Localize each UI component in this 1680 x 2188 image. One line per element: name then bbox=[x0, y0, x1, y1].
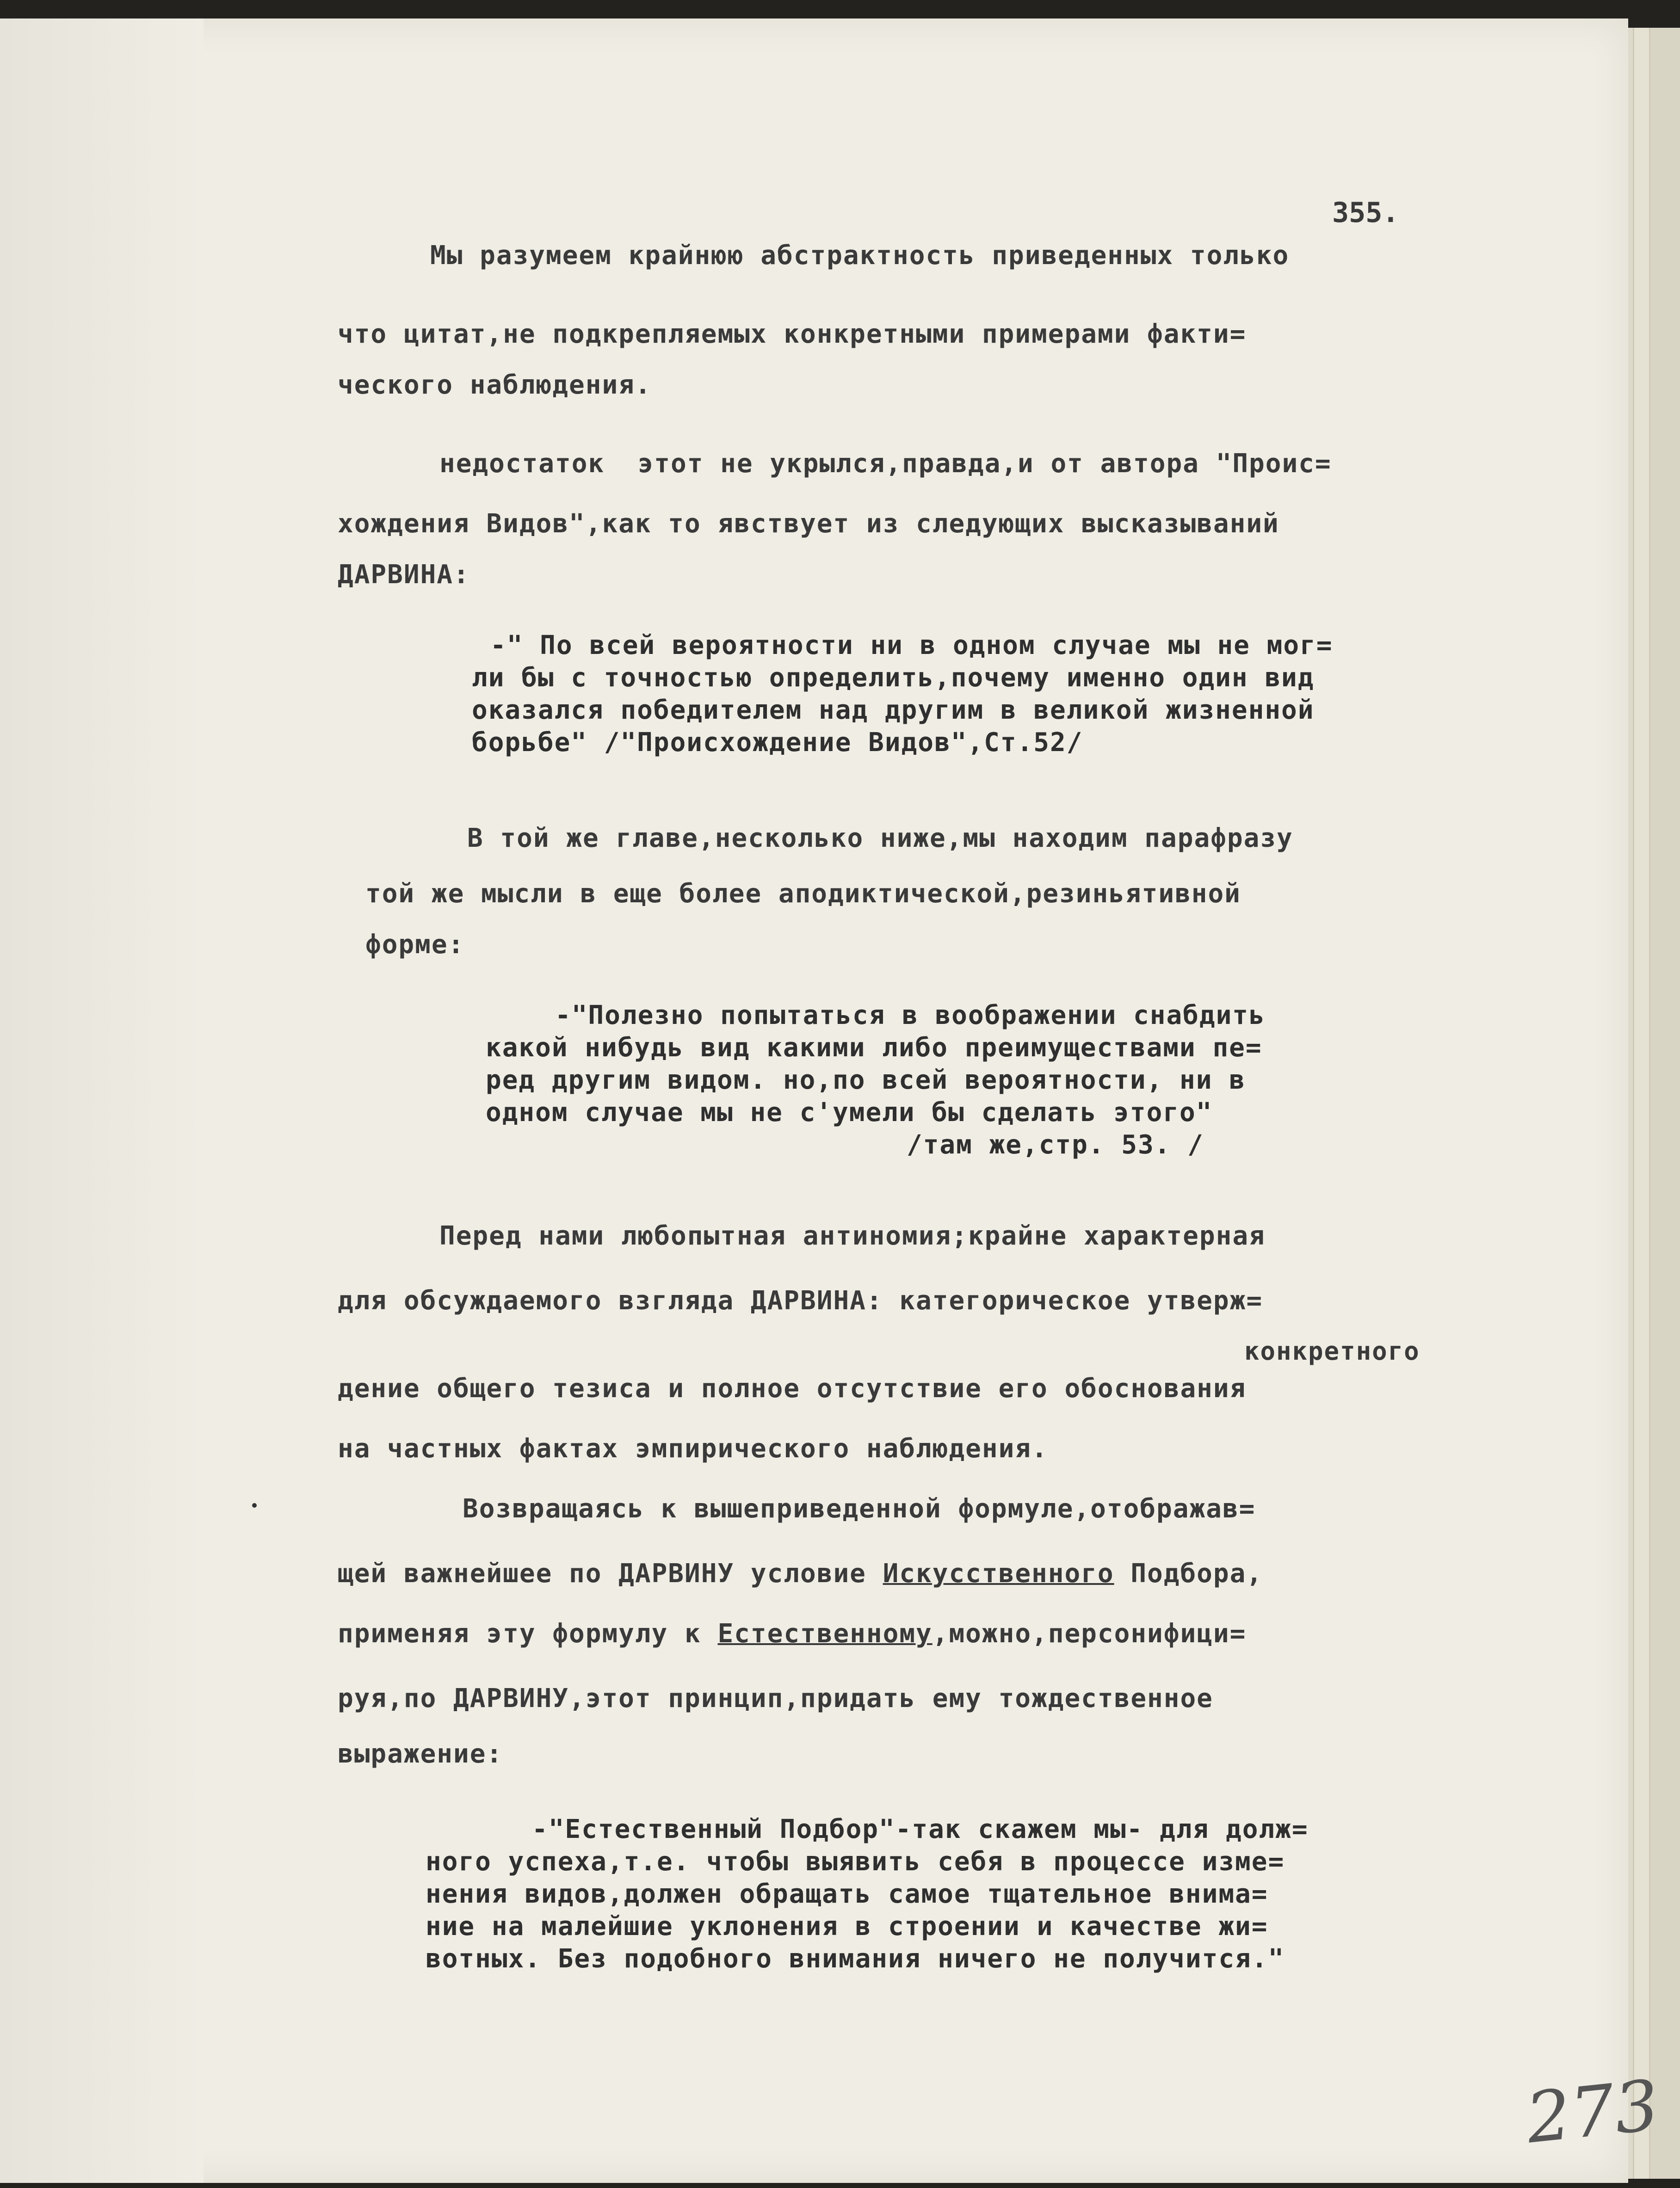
paragraph-2-line-2: хождения Видов",как то явствует из следующих высказываний bbox=[338, 509, 1279, 539]
paragraph-2-line-1: недостаток этот не укрылся,правда,и от автора "Проис= bbox=[439, 449, 1332, 479]
paragraph-4-line-2: для обсуждаемого взгляда ДАРВИНА: категорическое утверж= bbox=[338, 1286, 1263, 1316]
document-page bbox=[0, 18, 1663, 2183]
paragraph-1-line-1: Мы разумеем крайнюю абстрактность приведенных только bbox=[430, 240, 1290, 271]
paragraph-5-line-5: выражение: bbox=[338, 1739, 503, 1769]
quote-2-source: /там же,стр. 53. / bbox=[907, 1130, 1204, 1160]
underlined-artificial: Искусственного bbox=[883, 1559, 1114, 1589]
quote-2-line-1: -"Полезно попытаться в воображении снабдить bbox=[555, 1000, 1266, 1030]
paragraph-5-line-2 bbox=[338, 1559, 1263, 1589]
paragraph-5-line-4: руя,по ДАРВИНУ,этот принцип,придать ему тождественное bbox=[338, 1683, 1213, 1713]
paragraph-3-line-3: форме: bbox=[365, 930, 465, 960]
paragraph-4-line-4: на частных фактах эмпирического наблюдения. bbox=[338, 1434, 1048, 1464]
paragraph-1-line-2: что цитат,не подкрепляемых конкретными примерами факти= bbox=[338, 319, 1247, 349]
paragraph-4-insertion: конкретного bbox=[1244, 1337, 1420, 1366]
quote-2-line-3: ред другим видом. но,по всей вероятности, ни в bbox=[486, 1065, 1246, 1095]
quote-1-line-2: ли бы с точностью определить,почему именно один вид bbox=[472, 663, 1315, 693]
page-edge bbox=[1649, 28, 1680, 2179]
paragraph-5-line-3 bbox=[338, 1619, 1246, 1649]
quote-1-line-4: борьбе" /"Происхождение Видов",Ст.52/ bbox=[472, 727, 1083, 758]
quote-3-line-2: ного успеха,т.е. чтобы выявить себя в процессе изме= bbox=[426, 1847, 1285, 1877]
quote-3-line-3: нения видов,должен обращать самое тщательное внима= bbox=[426, 1879, 1268, 1909]
quote-1-line-1: -" По всей вероятности ни в одном случае мы не мог= bbox=[490, 630, 1333, 660]
page-number: 355. bbox=[1332, 197, 1399, 229]
underlined-natural: Естественному bbox=[717, 1619, 933, 1649]
quote-2-line-4: одном случае мы не с'умели бы сделать этого" bbox=[486, 1097, 1213, 1128]
paragraph-3-line-1: В той же главе,несколько ниже,мы находим парафразу bbox=[467, 823, 1293, 853]
paragraph-5-line-2-part-a: щей важнейшее по ДАРВИНУ условие bbox=[338, 1559, 883, 1589]
paragraph-4-line-3: дение общего тезиса и полное отсутствие его обоснования bbox=[338, 1374, 1247, 1404]
paragraph-2-line-3: ДАРВИНА: bbox=[338, 560, 470, 590]
paragraph-5-line-2-part-c: Подбора, bbox=[1114, 1559, 1263, 1589]
quote-3-line-4: ние на малейшие уклонения в строении и качестве жи= bbox=[426, 1911, 1268, 1941]
paragraph-1-line-3: ческого наблюдения. bbox=[338, 370, 652, 400]
quote-3-line-1: -"Естественный Подбор"-так скажем мы- для долж= bbox=[532, 1814, 1309, 1844]
paragraph-5-line-3-part-c: ,можно,персонифици= bbox=[932, 1619, 1247, 1649]
paragraph-5-line-1: Возвращаясь к вышеприведенной формуле,отображав= bbox=[463, 1494, 1256, 1524]
paragraph-3-line-2: той же мысли в еще более аподиктической,резиньятивной bbox=[365, 879, 1241, 909]
page-gutter bbox=[0, 18, 204, 2183]
quote-3-line-5: вотных. Без подобного внимания ничего не получится." bbox=[426, 1944, 1285, 1974]
quote-1-line-3: оказался победителем над другим в великой жизненной bbox=[472, 695, 1315, 725]
ink-dot bbox=[252, 1503, 257, 1508]
paragraph-4-line-1: Перед нами любопытная антиномия;крайне характерная bbox=[439, 1221, 1266, 1251]
quote-2-line-2: какой нибудь вид какими либо преимуществами пе= bbox=[486, 1033, 1262, 1063]
archive-folio-number: 273 bbox=[1522, 2065, 1663, 2159]
paragraph-5-line-3-part-a: применяя эту формулу к bbox=[338, 1619, 718, 1649]
